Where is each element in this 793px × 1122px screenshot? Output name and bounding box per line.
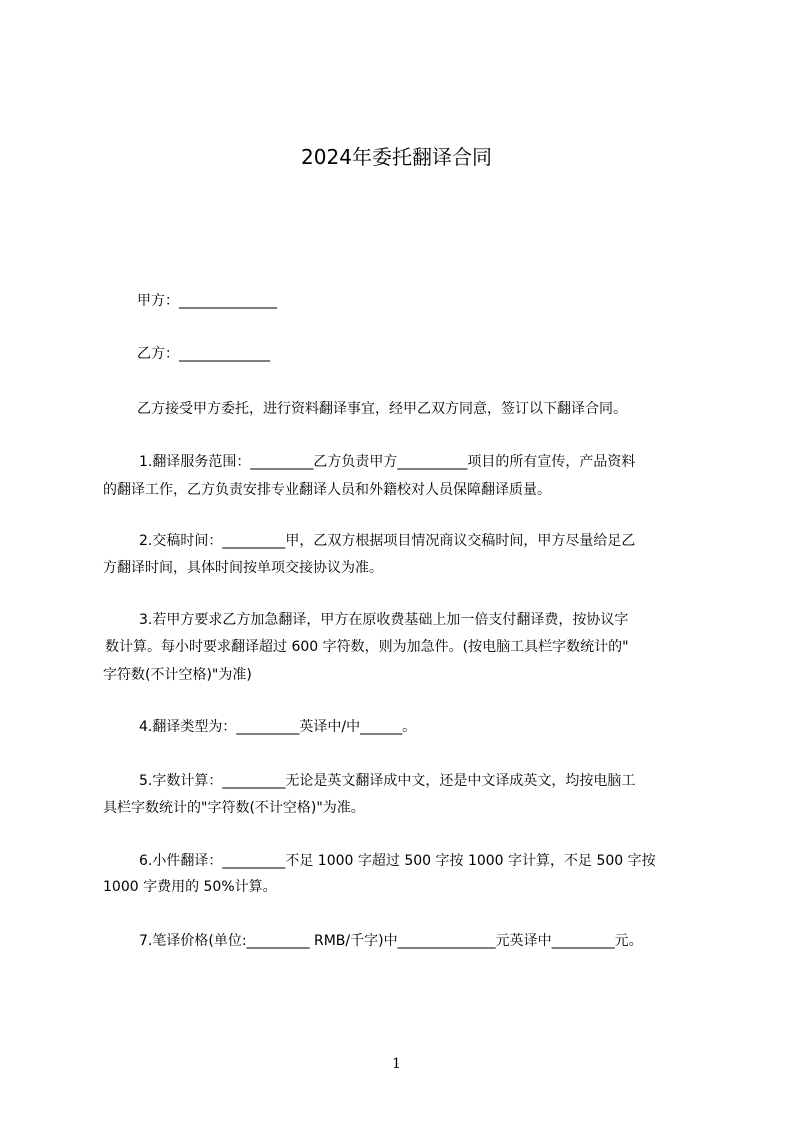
party-b-line: 乙方：_____________ bbox=[137, 346, 270, 362]
clause-5-line-1: 5.字数计算：_________无论是英文翻译成中文，还是中文译成英文，均按电脑工 bbox=[139, 773, 636, 789]
clause-3-line-3: 字符数(不计空格)"为准) bbox=[103, 667, 252, 683]
page-number: 1 bbox=[392, 1056, 401, 1072]
clause-2-line-1: 2.交稿时间：_________甲，乙双方根据项目情况商议交稿时间，甲方尽量给足乙 bbox=[139, 533, 636, 549]
clause-3-line-1: 3.若甲方要求乙方加急翻译，甲方在原收费基础上加一倍支付翻译费，按协议字 bbox=[139, 612, 629, 628]
clause-6-line-1: 6.小件翻译：_________不足 1000 字超过 500 字按 1000 字计算，不足 500 字按 bbox=[139, 853, 656, 869]
clause-1-line-1: 1.翻译服务范围：_________乙方负责甲方__________项目的所有宣传，产品资料 bbox=[139, 454, 636, 470]
document-title: 2024年委托翻译合同 bbox=[301, 145, 492, 169]
clause-1-line-2: 的翻译工作，乙方负责安排专业翻译人员和外籍校对人员保障翻译质量。 bbox=[103, 482, 551, 498]
clause-5-line-2: 具栏字数统计的"字符数(不计空格)"为准。 bbox=[103, 800, 365, 816]
clause-3-line-2: 数计算。每小时要求翻译超过 600 字符数，则为加急件。(按电脑工具栏字数统计的" bbox=[105, 639, 629, 655]
clause-7-line-1: 7.笔译价格(单位:_________ RMB/千字)中______________元英译中_________元。 bbox=[139, 933, 643, 949]
intro-paragraph: 乙方接受甲方委托，进行资料翻译事宜，经甲乙双方同意，签订以下翻译合同。 bbox=[137, 401, 627, 417]
clause-2-line-2: 方翻译时间，具体时间按单项交接协议为准。 bbox=[103, 560, 383, 576]
clause-6-line-2: 1000 字费用的 50%计算。 bbox=[103, 879, 277, 895]
clause-4-line-1: 4.翻译类型为：_________英译中/中______。 bbox=[139, 719, 417, 735]
party-a-line: 甲方：______________ bbox=[137, 293, 277, 309]
